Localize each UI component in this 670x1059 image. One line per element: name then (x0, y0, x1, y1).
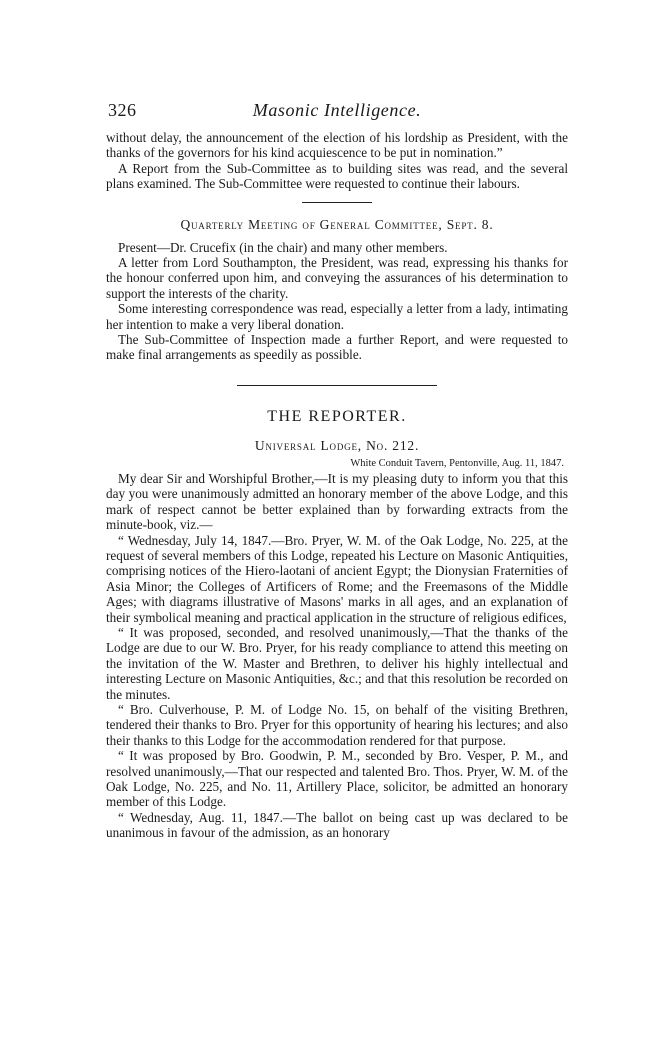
running-head (106, 100, 568, 124)
paragraph: “ Wednesday, Aug. 11, 1847.—The ballot on being cast up was declared to be unanimous in favour of the admission, as an honorary (106, 809, 568, 841)
lodge-heading: Universal Lodge, No. 212. (254, 437, 420, 453)
paragraph: without delay, the announcement of the election of his lordship as President, with the thanks of the governors for his kind acquiescence to be put in nomination.” (106, 130, 568, 161)
paragraph: The Sub-Committee of Inspection made a further Report, and were requested to make final arrangements as speedily as possible. (106, 332, 568, 363)
journal-title: Masonic Intelligence. (252, 100, 422, 120)
section-title: THE REPORTER. (267, 407, 407, 425)
paragraph: “ Wednesday, July 14, 1847.—Bro. Pryer, W. M. of the Oak Lodge, No. 225, at the request of several members of this Lodge, repeated his Lecture on Masonic Antiquities, comprising notices of the Hiero-laotani of ancient Egypt; the Dionysian Fraternities of Asia Minor; the Colleges of Artificers of Rome; and the Freemasons of the Middle Ages; with diagrams illustrative of Masons' marks in all ages, and an explanation of their symbolical meaning and practical application in the structure of religious edifices, (106, 532, 568, 625)
paragraph: Present—Dr. Crucefix (in the chair) and many other members. (118, 239, 448, 255)
paragraph: My dear Sir and Worshipful Brother,—It is my pleasing duty to inform you that this day you were unanimously admitted an honorary member of the above Lodge, and this mark of respect cannot be better explained than by forwarding extracts from the minute-book, viz.— (106, 470, 568, 533)
book-page (106, 100, 568, 841)
dateline: White Conduit Tavern, Pentonville, Aug. 11, 1847. (350, 457, 564, 469)
paragraph: “ It was proposed, seconded, and resolved unanimously,—That the thanks of the Lodge are due to our W. Bro. Pryer, for his ready compliance to attend this meeting on the invitation of the W. Master and Brethren, to deliver his highly intellectual and interesting Lecture on Masonic Antiquities, &c.; and that this resolution be recorded on the minutes. (106, 624, 568, 702)
paragraph: A Report from the Sub-Committee as to building sites was read, and the several plans examined. The Sub-Committee were requested to continue their labours. (106, 160, 568, 192)
section-divider (302, 202, 372, 203)
section-divider (237, 385, 437, 386)
paragraph: Some interesting correspondence was read, especially a letter from a lady, intimating her intention to make a very liberal donation. (106, 301, 568, 332)
section-heading: Quarterly Meeting of General Committee, Sept. 8. (180, 216, 494, 232)
paragraph: “ Bro. Culverhouse, P. M. of Lodge No. 15, on behalf of the visiting Brethren, tendered their thanks to Bro. Pryer for this opportunity of hearing his lectures; and also their thanks to this Lodge for the accommodation rendered for that purpose. (106, 701, 568, 748)
page-number: 326 (108, 100, 137, 120)
paragraph: “ It was proposed by Bro. Goodwin, P. M., seconded by Bro. Vesper, P. M., and resolved unanimously,—That our respected and talented Bro. Thos. Pryer, W. M. of the Oak Lodge, No. 225, and No. 11, Artillery Place, solicitor, be admitted an honorary member of this Lodge. (106, 748, 568, 810)
paragraph: A letter from Lord Southampton, the President, was read, expressing his thanks for the honour conferred upon him, and conveying the assurances of his determination to support the interests of the charity. (106, 255, 568, 301)
